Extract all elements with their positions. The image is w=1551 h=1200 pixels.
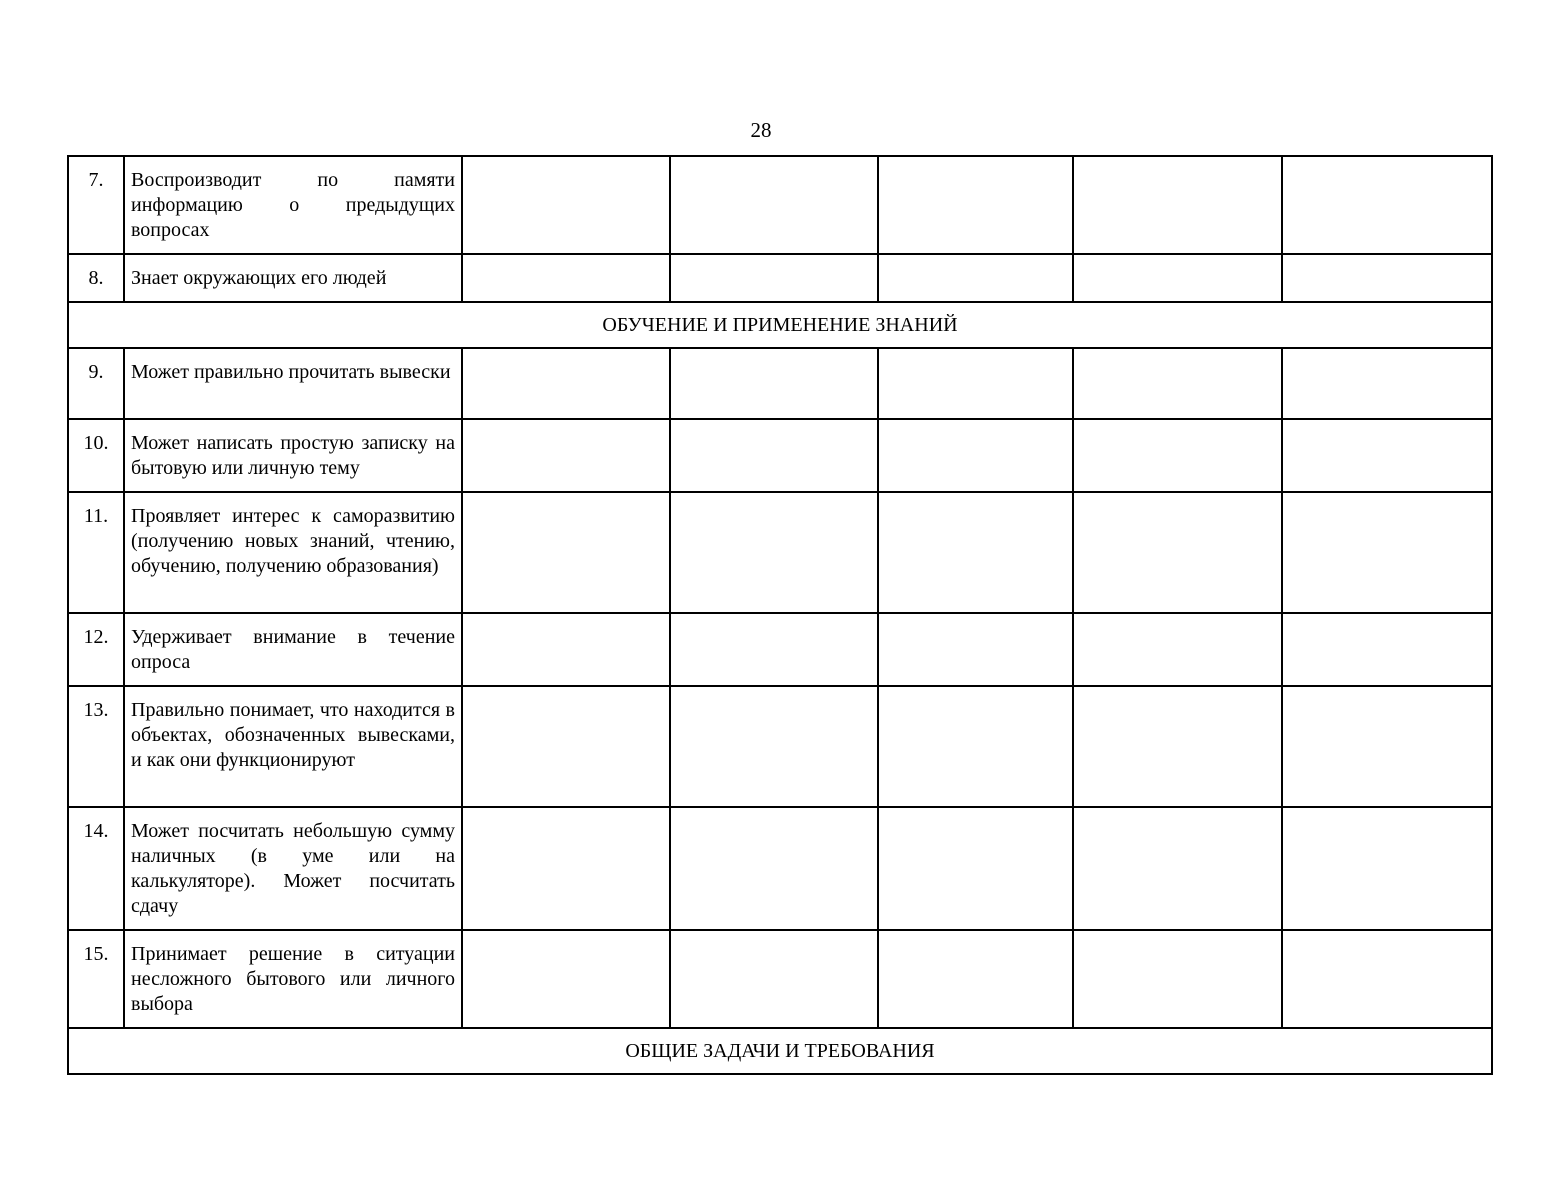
answer-cell[interactable] bbox=[878, 254, 1073, 302]
section-title: ОБЩИЕ ЗАДАЧИ И ТРЕБОВАНИЯ bbox=[68, 1028, 1492, 1074]
table-row bbox=[68, 613, 1492, 686]
section-header-row bbox=[68, 1028, 1492, 1074]
answer-cell[interactable] bbox=[670, 156, 878, 254]
answer-cell[interactable] bbox=[1073, 807, 1282, 930]
answer-cell[interactable] bbox=[878, 419, 1073, 492]
answer-cell[interactable] bbox=[878, 807, 1073, 930]
page-number: 28 bbox=[750, 118, 772, 142]
table-row bbox=[68, 686, 1492, 807]
answer-cell[interactable] bbox=[878, 348, 1073, 419]
answer-cell[interactable] bbox=[1073, 254, 1282, 302]
section-title: ОБУЧЕНИЕ И ПРИМЕНЕНИЕ ЗНАНИЙ bbox=[68, 302, 1492, 348]
answer-cell[interactable] bbox=[462, 930, 670, 1028]
answer-cell[interactable] bbox=[1282, 348, 1492, 419]
answer-cell[interactable] bbox=[1282, 613, 1492, 686]
row-number: 12. bbox=[68, 613, 124, 686]
answer-cell[interactable] bbox=[670, 419, 878, 492]
row-number: 13. bbox=[68, 686, 124, 807]
answer-cell[interactable] bbox=[878, 156, 1073, 254]
answer-cell[interactable] bbox=[1073, 348, 1282, 419]
assessment-table bbox=[67, 155, 1493, 1075]
answer-cell[interactable] bbox=[670, 348, 878, 419]
row-description: Может правильно прочитать вывески bbox=[124, 348, 462, 419]
row-number: 7. bbox=[68, 156, 124, 254]
answer-cell[interactable] bbox=[1282, 686, 1492, 807]
answer-cell[interactable] bbox=[878, 930, 1073, 1028]
answer-cell[interactable] bbox=[462, 807, 670, 930]
row-description: Проявляет интерес к саморазвитию (получению новых знаний, чтению, обучению, получению образования) bbox=[124, 492, 462, 613]
table-row bbox=[68, 492, 1492, 613]
answer-cell[interactable] bbox=[462, 419, 670, 492]
row-description: Правильно понимает, что находится в объектах, обозначенных вывесками, и как они функционируют bbox=[124, 686, 462, 807]
row-description: Знает окружающих его людей bbox=[124, 254, 462, 302]
answer-cell[interactable] bbox=[1073, 419, 1282, 492]
answer-cell[interactable] bbox=[670, 930, 878, 1028]
answer-cell[interactable] bbox=[1282, 254, 1492, 302]
table-row bbox=[68, 156, 1492, 254]
answer-cell[interactable] bbox=[462, 254, 670, 302]
answer-cell[interactable] bbox=[462, 686, 670, 807]
answer-cell[interactable] bbox=[1282, 156, 1492, 254]
answer-cell[interactable] bbox=[878, 686, 1073, 807]
answer-cell[interactable] bbox=[1073, 492, 1282, 613]
row-number: 9. bbox=[68, 348, 124, 419]
answer-cell[interactable] bbox=[1073, 686, 1282, 807]
table-row bbox=[68, 254, 1492, 302]
row-number: 8. bbox=[68, 254, 124, 302]
answer-cell[interactable] bbox=[1073, 613, 1282, 686]
answer-cell[interactable] bbox=[462, 156, 670, 254]
answer-cell[interactable] bbox=[1282, 807, 1492, 930]
row-number: 11. bbox=[68, 492, 124, 613]
table-row bbox=[68, 930, 1492, 1028]
answer-cell[interactable] bbox=[1282, 419, 1492, 492]
row-description: Может посчитать небольшую сумму наличных (в уме или на калькуляторе). Может посчитать сдачу bbox=[124, 807, 462, 930]
answer-cell[interactable] bbox=[462, 492, 670, 613]
answer-cell[interactable] bbox=[670, 492, 878, 613]
answer-cell[interactable] bbox=[670, 254, 878, 302]
row-description: Удерживает внимание в течение опроса bbox=[124, 613, 462, 686]
answer-cell[interactable] bbox=[1073, 156, 1282, 254]
row-number: 14. bbox=[68, 807, 124, 930]
section-header-row bbox=[68, 302, 1492, 348]
answer-cell[interactable] bbox=[670, 807, 878, 930]
table-row bbox=[68, 348, 1492, 419]
row-description: Принимает решение в ситуации несложного бытового или личного выбора bbox=[124, 930, 462, 1028]
answer-cell[interactable] bbox=[670, 613, 878, 686]
row-description: Воспроизводит по памяти информацию о предыдущих вопросах bbox=[124, 156, 462, 254]
table-row bbox=[68, 419, 1492, 492]
table-row bbox=[68, 807, 1492, 930]
answer-cell[interactable] bbox=[878, 492, 1073, 613]
answer-cell[interactable] bbox=[670, 686, 878, 807]
answer-cell[interactable] bbox=[1282, 492, 1492, 613]
row-description: Может написать простую записку на бытовую или личную тему bbox=[124, 419, 462, 492]
answer-cell[interactable] bbox=[1282, 930, 1492, 1028]
row-number: 10. bbox=[68, 419, 124, 492]
answer-cell[interactable] bbox=[462, 348, 670, 419]
answer-cell[interactable] bbox=[1073, 930, 1282, 1028]
row-number: 15. bbox=[68, 930, 124, 1028]
answer-cell[interactable] bbox=[878, 613, 1073, 686]
answer-cell[interactable] bbox=[462, 613, 670, 686]
